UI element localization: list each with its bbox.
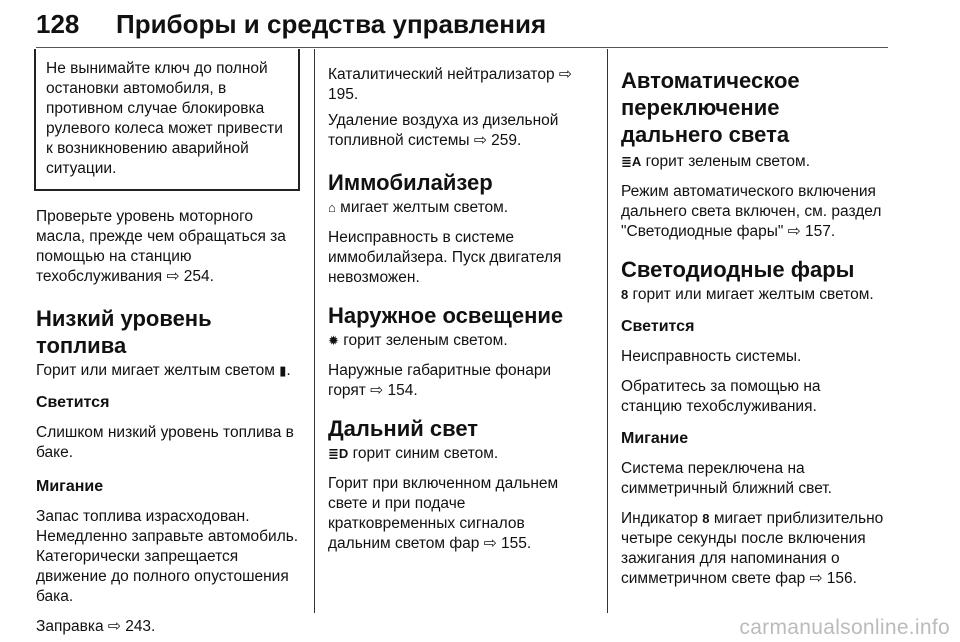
catalyst-paragraph: Каталитический нейтрализатор ⇨ 195. (328, 66, 572, 103)
diesel-paragraph: Удаление воздуха из дизельной топливной системы ⇨ 259. (328, 112, 559, 149)
auto-high-beam-icon: ≣A (621, 154, 642, 169)
immobilizer-icon: ⌂ (328, 200, 336, 215)
column-divider (314, 49, 315, 613)
page-number: 128 (36, 9, 80, 39)
notice-box (34, 49, 300, 191)
column-divider (607, 49, 608, 613)
exterior-lighting-line: ✹ горит зеленым светом. (328, 332, 508, 349)
led-line: 8 горит или мигает желтым светом. (621, 286, 874, 303)
heading-lit: Светится (36, 394, 110, 411)
exterior-lighting-paragraph: Наружные габаритные фонари горят ⇨ 154. (328, 362, 552, 399)
fuel-icon: ▮ (279, 363, 287, 378)
heading-blink: Мигание (621, 430, 689, 447)
blink-paragraph: Запас топлива израсходован. Немедленно заправьте автомобиль. Категорически запрещается движение до полного опустошения бака. (36, 508, 299, 605)
refuel-paragraph: Заправка ⇨ 243. (36, 618, 156, 635)
page-header (36, 6, 886, 44)
column-3 (621, 49, 885, 589)
heading-high-beam: Дальний свет (328, 416, 479, 441)
oil-check-paragraph: Проверьте уровень моторного масла, прежде чем обращаться за помощью на станцию техобслуживания ⇨ 254. (36, 208, 286, 285)
notice-text: Не вынимайте ключ до полной остановки автомобиля, в противном случае блокировка рулевого колеса может привести к возникновению аварийной ситуации. (46, 60, 283, 177)
high-beam-line: ≣D горит синим светом. (328, 445, 499, 462)
page-title: Приборы и средства управления (116, 9, 547, 39)
auto-high-beam-paragraph: Режим автоматического включения дальнего света включен, см. раздел "Светодиодные фары" ⇨ 157. (621, 183, 882, 240)
watermark: carmanualsonline.info (739, 616, 950, 639)
auto-high-beam-line: ≣A горит зеленым светом. (621, 153, 811, 170)
heading-blink: Мигание (36, 478, 104, 495)
heading-auto-high-beam: Автоматическое переключение дальнего света (621, 68, 800, 147)
led-headlight-icon: 8 (621, 287, 629, 302)
fuel-warning-line: Горит или мигает желтым светом ▮. (36, 362, 291, 379)
blink-paragraph-2: Индикатор 8 мигает приблизительно четыре секунды после включения зажигания для напоминания о симметричном свете фар ⇨ 156. (621, 510, 884, 587)
blink-paragraph-1: Система переключена на симметричный ближний свет. (621, 460, 832, 497)
immobilizer-paragraph: Неисправность в системе иммобилайзера. Пуск двигателя невозможен. (328, 229, 562, 286)
heading-exterior-lighting: Наружное освещение (328, 303, 564, 328)
immobilizer-line: ⌂ мигает желтым светом. (328, 199, 509, 216)
heading-immobilizer: Иммобилайзер (328, 170, 493, 195)
column-1 (36, 49, 300, 637)
column-2 (328, 49, 591, 554)
heading-led-headlights: Светодиодные фары (621, 257, 855, 282)
exterior-light-icon: ✹ (328, 333, 339, 348)
lit-paragraph-2: Обратитесь за помощью на станцию техобслуживания. (621, 378, 821, 415)
high-beam-paragraph: Горит при включенном дальнем свете и при подаче кратковременных сигналов дальним светом фар ⇨ 155. (328, 475, 559, 552)
lit-paragraph: Слишком низкий уровень топлива в баке. (36, 424, 294, 461)
high-beam-icon: ≣D (328, 446, 349, 461)
header-rule (36, 47, 888, 48)
lit-paragraph-1: Неисправность системы. (621, 348, 802, 365)
heading-lit: Светится (621, 318, 695, 335)
heading-low-fuel: Низкий уровень топлива (36, 306, 212, 358)
led-headlight-icon: 8 (702, 511, 710, 526)
